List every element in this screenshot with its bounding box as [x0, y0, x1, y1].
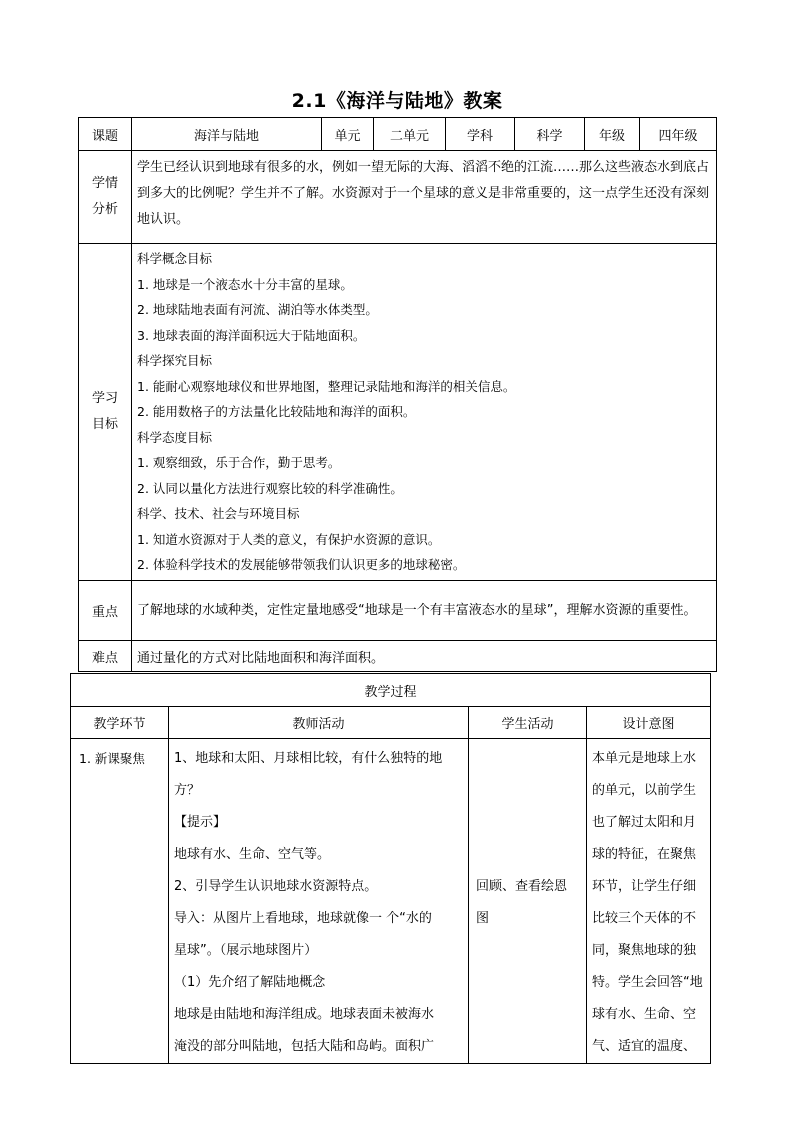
- design-line: 同，聚焦地球的独: [592, 943, 697, 958]
- key-points-row: [79, 581, 717, 641]
- design-line: 球的特征，在聚焦: [592, 847, 697, 862]
- objectives-line: 2. 能用数格子的方法量化比较陆地和海洋的面积。: [137, 404, 416, 419]
- objectives-label-line2: 目标: [91, 417, 118, 432]
- process-title: 教学过程: [71, 674, 711, 707]
- student-activity-cell: [469, 739, 587, 1064]
- design-line: 比较三个天体的不: [592, 911, 697, 926]
- analysis-text: 学生已经认识到地球有很多的水，例如一望无际的大海、滔滔不绝的江流……那么这些液态水到底占到多大的比例呢？学生并不了解。水资源对于一个星球的意义是非常重要的，这一点学生还没有深刻地认识。: [132, 151, 717, 244]
- objectives-line: 2. 地球陆地表面有河流、湖泊等水体类型。: [137, 302, 378, 317]
- process-row: [71, 739, 711, 1064]
- objectives-line: 科学概念目标: [137, 251, 213, 266]
- objectives-line: 1. 观察细致，乐于合作，勤于思考。: [137, 455, 341, 470]
- teacher-line: 导入：从图片上看地球，地球就像一 个“水的: [174, 911, 432, 926]
- objectives-line: 科学态度目标: [137, 429, 213, 445]
- info-row: [79, 118, 717, 151]
- header-student-activity: 学生活动: [469, 707, 587, 739]
- analysis-label-line1: 学情: [91, 176, 118, 191]
- key-points-text: 了解地球的水域种类，定性定量地感受“地球是一个有丰富液态水的星球”，理解水资源的重要性。: [132, 581, 717, 641]
- objectives-line: 科学、技术、社会与环境目标: [137, 506, 300, 521]
- objectives-line: 科学探究目标: [137, 353, 213, 368]
- subject-value: 科学: [515, 118, 585, 151]
- grade-label: 年级: [585, 118, 640, 151]
- analysis-row: [79, 151, 717, 244]
- unit-value: 二单元: [374, 118, 446, 151]
- topic-value: 海洋与陆地: [132, 118, 322, 151]
- teacher-line: 地球是由陆地和海洋组成。地球表面未被海水: [174, 1007, 435, 1022]
- design-line: 气、适宜的温度、: [592, 1039, 697, 1054]
- teacher-line: （1）先介绍了解陆地概念: [174, 975, 326, 990]
- teacher-line: 【提示】: [174, 815, 227, 830]
- unit-label: 单元: [322, 118, 374, 151]
- design-line: 的单元，以前学生: [592, 783, 697, 798]
- design-line: 环节，让学生仔细: [592, 879, 697, 894]
- analysis-label-line2: 分析: [91, 202, 118, 217]
- objectives-content: [132, 244, 717, 581]
- design-line: 也了解过太阳和月: [592, 815, 697, 830]
- objectives-line: 1. 地球是一个液态水十分丰富的星球。: [137, 276, 353, 292]
- design-line: 球有水、生命、空: [592, 1007, 697, 1022]
- student-line: 图: [476, 911, 490, 926]
- key-points-label: 重点: [79, 581, 132, 641]
- analysis-label: [79, 151, 132, 244]
- design-line: 特。学生会回答“地: [592, 975, 703, 990]
- objectives-row: [79, 244, 717, 581]
- lesson-info-table: [78, 117, 717, 672]
- teacher-activity-cell: [169, 739, 469, 1064]
- objectives-label: [79, 244, 132, 581]
- teaching-process-table: [70, 673, 711, 1064]
- teacher-line: 1、地球和太阳、月球相比较，有什么独特的地: [174, 751, 443, 766]
- header-design-intent: 设计意图: [587, 707, 711, 739]
- objectives-line: 2. 认同以量化方法进行观察比较的科学准确性。: [137, 480, 403, 496]
- design-intent-cell: [587, 739, 711, 1064]
- teacher-line: 淹没的部分叫陆地，包括大陆和岛屿。面积广: [174, 1039, 435, 1054]
- teacher-line: 星球”。（展示地球图片）: [174, 943, 318, 958]
- objectives-label-line1: 学习: [91, 391, 118, 406]
- difficulties-text: 通过量化的方式对比陆地面积和海洋面积。: [132, 641, 717, 672]
- difficulties-row: [79, 641, 717, 672]
- subject-label: 学科: [446, 118, 515, 151]
- process-title-row: [71, 674, 711, 707]
- stage-cell: 1. 新课聚焦: [71, 739, 169, 1064]
- process-header-row: [71, 707, 711, 739]
- objectives-line: 2. 体验科学技术的发展能够带领我们认识更多的地球秘密。: [137, 557, 466, 572]
- objectives-line: 1. 知道水资源对于人类的意义，有保护水资源的意识。: [137, 531, 441, 547]
- header-teacher-activity: 教师活动: [169, 707, 469, 739]
- objectives-line: 1. 能耐心观察地球仪和世界地图，整理记录陆地和海洋的相关信息。: [137, 378, 516, 394]
- teacher-line: 2、引导学生认识地球水资源特点。: [174, 879, 378, 894]
- student-line: 回顾、查看绘恩: [476, 879, 568, 894]
- teacher-line: 方？: [174, 783, 201, 798]
- objectives-line: 3. 地球表面的海洋面积远大于陆地面积。: [137, 327, 366, 343]
- design-line: 本单元是地球上水: [592, 751, 697, 766]
- teacher-line: 地球有水、生命、空气等。: [174, 847, 331, 862]
- header-stage: 教学环节: [71, 707, 169, 739]
- document-title: 2.1《海洋与陆地》教案: [291, 90, 503, 112]
- topic-label: 课题: [79, 118, 132, 151]
- difficulties-label: 难点: [79, 641, 132, 672]
- grade-value: 四年级: [640, 118, 717, 151]
